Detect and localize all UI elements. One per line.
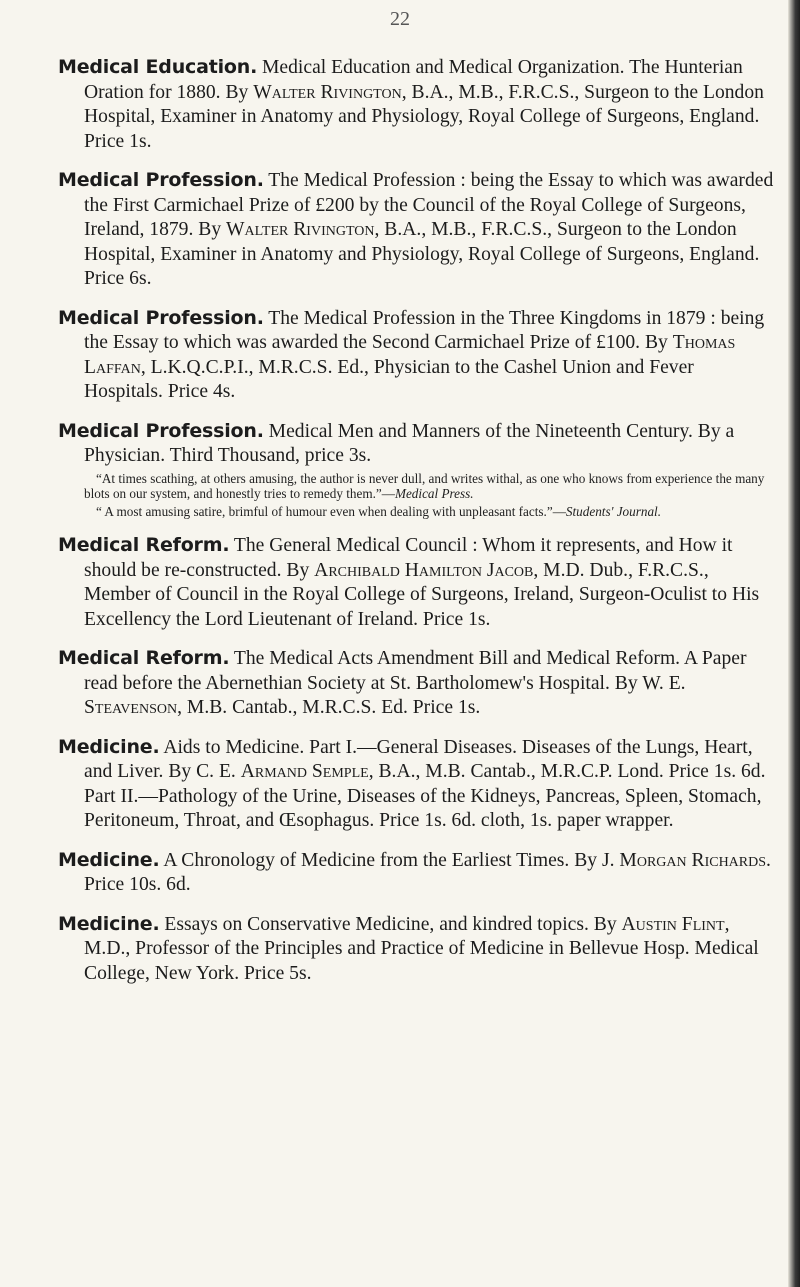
- page-edge-shadow: [788, 0, 800, 1287]
- entry-heading: Medical Education.: [58, 56, 258, 78]
- review-source: Medical Press.: [394, 486, 474, 501]
- review-quote: [84, 471, 776, 502]
- catalogue-entry: [58, 306, 776, 405]
- entry-text: . Price 10s. 6d.: [84, 849, 771, 895]
- entry-text: Medical Education and Medical Organization. The Hunterian Oration for 1880. By: [84, 57, 743, 103]
- entry-text: , M.B. Cantab., M.R.C.S. Ed. Price 1s.: [177, 697, 481, 718]
- entry-heading: Medical Reform.: [58, 647, 230, 669]
- entry-text: Aids to Medicine. Part I.—General Diseases. Diseases of the Lungs, Heart, and Liver. By C. E.: [84, 736, 753, 782]
- entry-text: A Chronology of Medicine from the Earliest Times. By J.: [159, 849, 620, 871]
- catalogue-entry: [58, 912, 776, 987]
- entry-text: Essays on Conservative Medicine, and kindred topics. By: [159, 913, 622, 935]
- entry-heading: Medicine.: [58, 848, 160, 871]
- author-name: Walter Rivington: [226, 219, 375, 240]
- author-name: Steavenson: [84, 697, 178, 718]
- entry-text: The General Medical Council : Whom it represents, and How it should be re-constructed. By: [84, 535, 733, 581]
- catalogue-entry: [58, 646, 776, 721]
- entry-text: , M.D. Dub., F.R.C.S., Member of Council in the Royal College of Surgeons, Ireland, Surgeon-Oculist to His Excellency the Lord Lieutenant of Ireland. Price 1s.: [84, 559, 760, 630]
- author-name: Austin Flint: [621, 913, 725, 935]
- catalogue-entries: [58, 55, 776, 1000]
- review-source: Students' Journal.: [565, 503, 662, 519]
- entry-heading: Medical Profession.: [58, 306, 264, 329]
- review-text: “At times scathing, at others amusing, the author is never dull, and writes withal, as one who knows from experience the many blots on our system, and honestly tries to remedy them.”—: [84, 470, 765, 501]
- catalogue-entry: [58, 848, 776, 898]
- author-name: Walter Rivington: [253, 81, 402, 103]
- entry-heading: Medicine.: [58, 735, 160, 758]
- catalogue-entry: [58, 168, 776, 292]
- catalogue-entry: [58, 533, 776, 632]
- entry-part: Part II.—Pathology of the Urine, Diseases of the Kidneys, Pancreas, Spleen, Stomach, Peritoneum, Throat, and Œsophagus. Price 1s. 6d. cloth, 1s. paper wrapper.: [84, 785, 762, 831]
- author-name: Thomas Laffan: [84, 332, 736, 378]
- entry-text: , B.A., M.B. Cantab., M.R.C.P. Lond. Price 1s. 6d.: [368, 761, 766, 782]
- author-name: Armand Semple: [240, 761, 369, 782]
- review-text: “ A most amusing satire, brimful of humour even when dealing with unpleasant facts.”—: [96, 503, 566, 519]
- entry-heading: Medical Reform.: [58, 534, 230, 556]
- entry-text: The Medical Profession : being the Essay to which was awarded the First Carmichael Prize of £200 by the Council of the Royal College of Surgeons, Ireland, 1879. By: [84, 170, 774, 240]
- entry-text: The Medical Profession in the Three Kingdoms in 1879 : being the Essay to which was awarded the Second Carmichael Prize of £100. By: [84, 307, 765, 353]
- catalogue-entry: [58, 735, 776, 834]
- page-number: 22: [390, 8, 410, 30]
- catalogue-entry: [58, 55, 776, 154]
- entry-heading: Medicine.: [58, 912, 160, 935]
- entry-text: , M.D., Professor of the Principles and Practice of Medicine in Bellevue Hosp. Medical College, New York. Price 5s.: [84, 913, 759, 984]
- review-quote: [84, 504, 776, 520]
- catalogue-entry: [58, 419, 776, 520]
- entry-text: , L.K.Q.C.P.I., M.R.C.S. Ed., Physician to the Cashel Union and Fever Hospitals. Price 4s.: [84, 356, 694, 402]
- entry-heading: Medical Profession.: [58, 169, 264, 191]
- author-name: Morgan Richards: [619, 849, 767, 871]
- entry-text: Medical Men and Manners of the Nineteenth Century. By a Physician. Third Thousand, price 3s.: [84, 420, 735, 466]
- entry-text: , B.A., M.B., F.R.C.S., Surgeon to the London Hospital, Examiner in Anatomy and Physiology, Royal College of Surgeons, England. Price 6s.: [84, 219, 760, 289]
- entry-text: , B.A., M.B., F.R.C.S., Surgeon to the London Hospital, Examiner in Anatomy and Physiology, Royal College of Surgeons, England. Price 1s.: [84, 81, 764, 152]
- entry-heading: Medical Profession.: [58, 419, 264, 442]
- author-name: Archibald Hamilton Jacob: [314, 559, 534, 581]
- entry-text: The Medical Acts Amendment Bill and Medical Reform. A Paper read before the Abernethian Society at St. Bartholomew's Hospital. By W. E.: [84, 648, 747, 694]
